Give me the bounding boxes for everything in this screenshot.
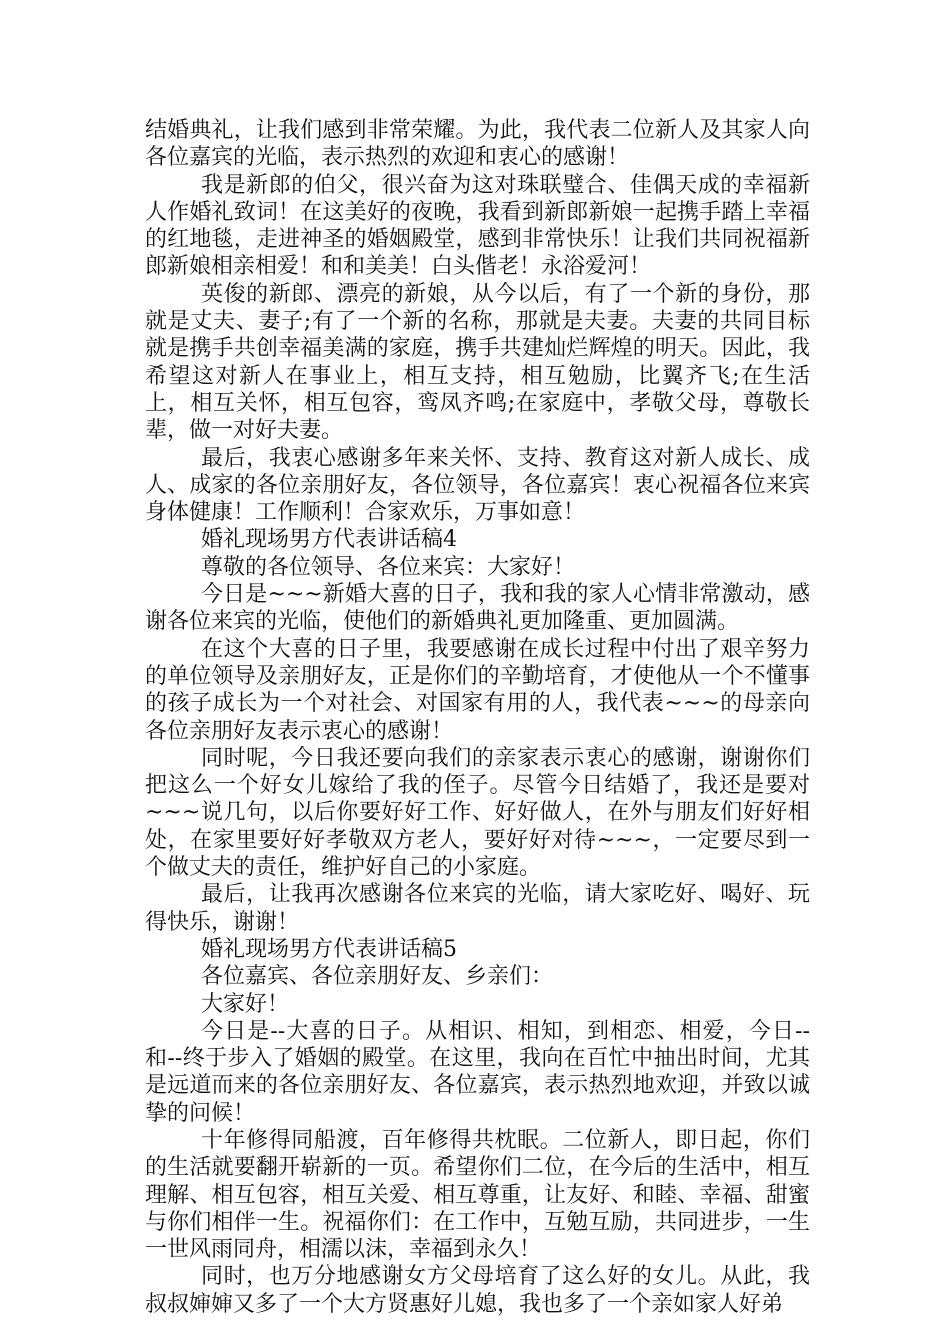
paragraph-salutation: 尊敬的各位领导、各位来宾：大家好！ xyxy=(201,554,576,580)
paragraph-continuation: 结婚典礼，让我们感到非常荣耀。为此，我代表二位新人及其家人向各位嘉宾的光临，表示热烈的欢迎和衷心的感谢！ xyxy=(145,118,810,171)
paragraph: 同时，也万分地感谢女方父母培育了这么好的女儿。从此，我叔叔婶婶又多了一个大方贤惠好儿媳，我也多了一个亲如家人好弟 xyxy=(145,1264,810,1317)
paragraph: 今日是~~~新婚大喜的日子，我和我的家人心情非常激动，感谢各位来宾的光临，使他们的新婚典礼更加隆重、更加圆满。 xyxy=(145,582,810,635)
section-heading: 婚礼现场男方代表讲话稿5 xyxy=(201,936,457,962)
paragraph-greeting: 大家好！ xyxy=(201,991,290,1017)
section-heading: 婚礼现场男方代表讲话稿4 xyxy=(201,527,457,553)
document-page xyxy=(145,117,810,1318)
paragraph-salutation: 各位嘉宾、各位亲朋好友、乡亲们： xyxy=(201,964,554,990)
paragraph: 今日是--大喜的日子。从相识、相知，到相恋、相爱，今日--和--终于步入了婚姻的殿堂。在这里，我向在百忙中抽出时间，尤其是远道而来的各位亲朋好友、各位嘉宾，表示热烈地欢迎，并致以诚挚的问候！ xyxy=(145,1018,810,1126)
paragraph: 最后，让我再次感谢各位来宾的光临，请大家吃好、喝好、玩得快乐，谢谢！ xyxy=(145,882,810,935)
paragraph: 十年修得同船渡，百年修得共枕眠。二位新人，即日起，你们的生活就要翻开崭新的一页。希望你们二位，在今后的生活中，相互理解、相互包容，相互关爱、相互尊重，让友好、和睦、幸福、甜蜜与你们相伴一生。祝福你们：在工作中，互勉互励，共同进步，一生一世风雨同舟，相濡以沫，幸福到永久！ xyxy=(145,1127,810,1263)
paragraph: 我是新郎的伯父，很兴奋为这对珠联璧合、佳偶天成的幸福新人作婚礼致词！在这美好的夜晚，我看到新郎新娘一起携手踏上幸福的红地毯，走进神圣的婚姻殿堂，感到非常快乐！让我们共同祝福新郎新娘相亲相爱！和和美美！白头偕老！永浴爱河！ xyxy=(145,172,810,280)
paragraph: 同时呢，今日我还要向我们的亲家表示衷心的感谢，谢谢你们把这么一个好女儿嫁给了我的侄子。尽管今日结婚了，我还是要对~~~说几句，以后你要好好工作、好好做人，在外与朋友们好好相处，在家里要好好孝敬双方老人，要好好对待~~~，一定要尽到一个做丈夫的责任，维护好自己的小家庭。 xyxy=(145,745,810,881)
paragraph: 在这个大喜的日子里，我要感谢在成长过程中付出了艰辛努力的单位领导及亲朋好友，正是你们的辛勤培育，才使他从一个不懂事的孩子成长为一个对社会、对国家有用的人，我代表~~~的母亲向各位亲朋好友表示衷心的感谢！ xyxy=(145,636,810,744)
paragraph: 最后，我衷心感谢多年来关怀、支持、教育这对新人成长、成人、成家的各位亲朋好友，各位领导，各位嘉宾！衷心祝福各位来宾身体健康！工作顺利！合家欢乐，万事如意！ xyxy=(145,445,810,526)
paragraph: 英俊的新郎、漂亮的新娘，从今以后，有了一个新的身份，那就是丈夫、妻子;有了一个新的名称，那就是夫妻。夫妻的共同目标就是携手共创幸福美满的家庭，携手共建灿烂辉煌的明天。因此，我希望这对新人在事业上，相互支持，相互勉励，比翼齐飞;在生活上，相互关怀，相互包容，鸾凤齐鸣;在家庭中，孝敬父母，尊敬长辈，做一对好夫妻。 xyxy=(145,281,810,444)
